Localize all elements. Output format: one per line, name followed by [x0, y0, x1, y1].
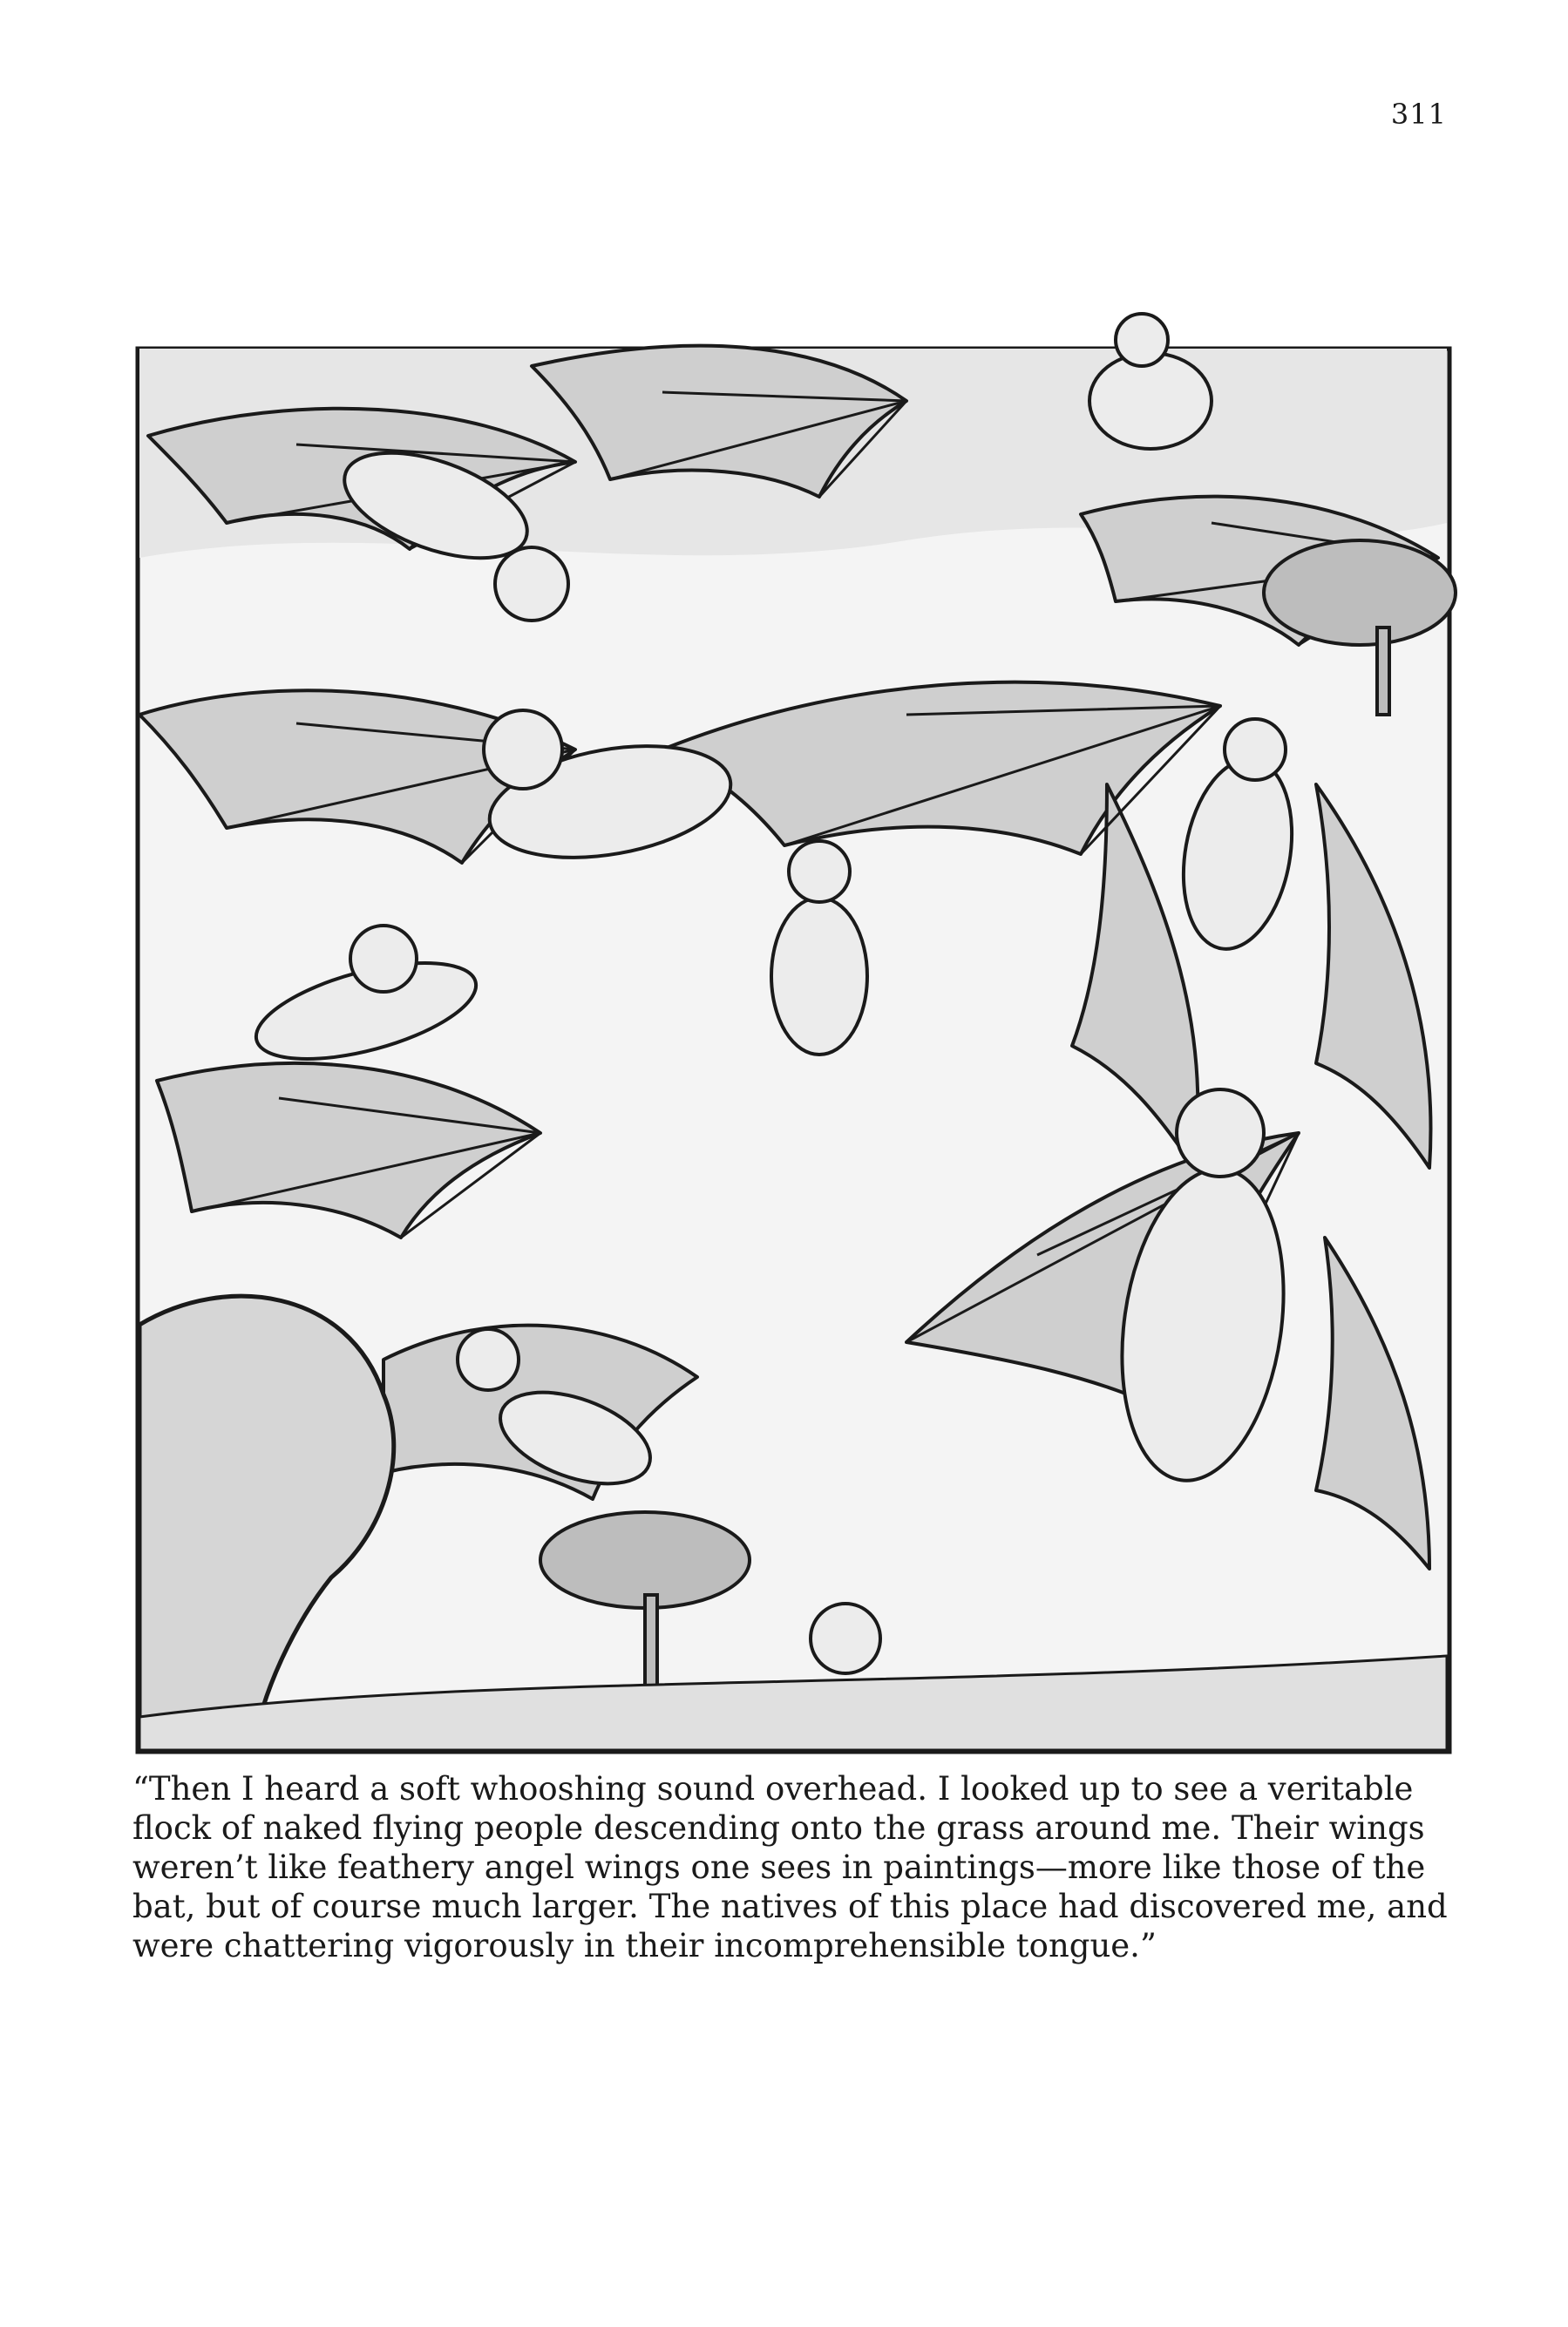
figure-lower-head: [458, 1329, 519, 1390]
figure-tall-man-head: [1177, 1089, 1264, 1177]
figure-top-right-head: [1116, 314, 1168, 366]
figure-right-head: [1225, 719, 1286, 780]
figure-center-head: [484, 710, 562, 789]
figure-bottom-head: [811, 1604, 880, 1673]
tree-top-right: [1264, 540, 1456, 645]
figure-bearded-head: [350, 926, 417, 992]
page-number: 311: [1390, 98, 1447, 131]
figure-top-right-body: [1089, 353, 1212, 449]
figure-standing-body: [771, 898, 867, 1055]
figure-diving-head: [495, 547, 568, 621]
illustration: [122, 296, 1469, 1761]
illustration-icon: [122, 296, 1469, 1761]
tree-top-right-trunk: [1377, 628, 1389, 715]
caption: “Then I heard a soft whooshing sound overhead. I looked up to see a veritable flock of naked flying people descending onto the grass around me. Their wings weren’t like feathery angel wings one sees in paintings—more like those of the bat, but of course much larger. The natives of this place had discovered me, and were chattering vigorously in their incomprehensible tongue.”: [132, 1770, 1448, 1964]
figure-standing-head: [789, 841, 850, 902]
